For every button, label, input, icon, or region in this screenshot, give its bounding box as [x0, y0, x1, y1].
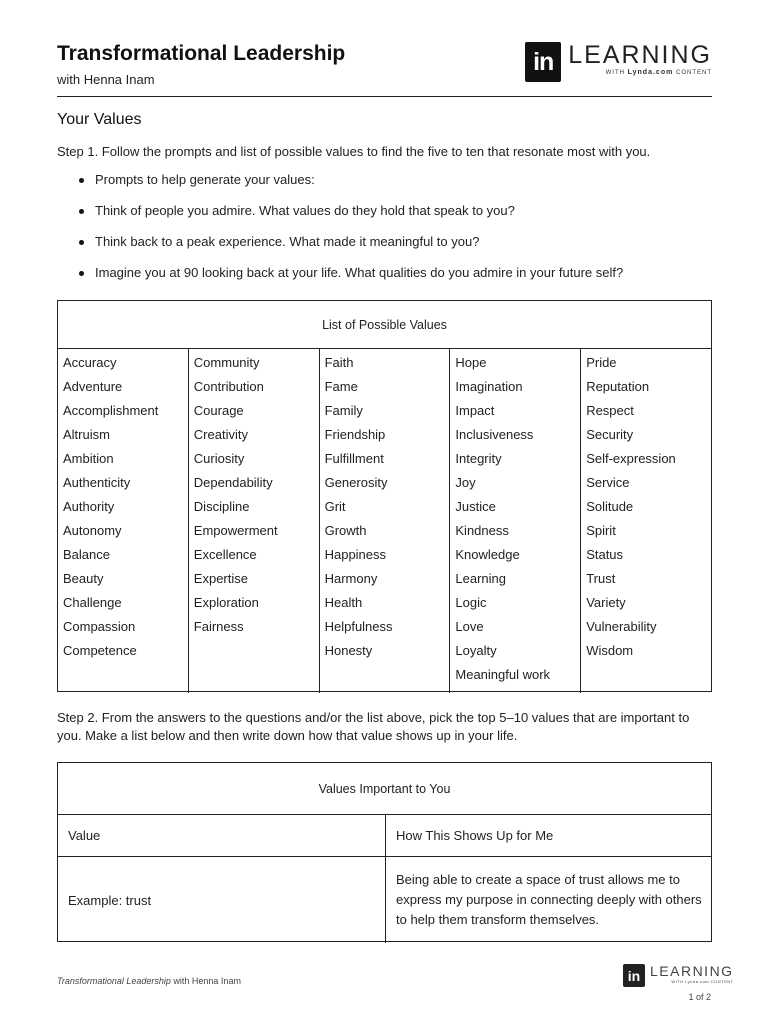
value-item: Happiness	[324, 547, 387, 562]
value-item: Status	[586, 547, 624, 562]
value-item: Empowerment	[193, 523, 278, 538]
table-title: List of Possible Values	[58, 301, 711, 349]
footer-logo-learning-text: LEARNING	[650, 963, 734, 979]
values-column	[58, 349, 189, 693]
value-item: Vulnerability	[586, 619, 657, 634]
logo-learning-text: LEARNING	[568, 41, 712, 69]
value-column-header: Value	[58, 815, 386, 856]
section-title: Your Values	[57, 111, 142, 128]
values-column	[581, 349, 711, 693]
linkedin-in-icon: in	[525, 42, 561, 82]
value-item: Solitude	[586, 499, 634, 514]
value-item: Courage	[193, 403, 244, 418]
value-item: Variety	[586, 595, 626, 610]
value-item: Faith	[324, 355, 354, 370]
value-item: Honesty	[324, 643, 373, 658]
value-item: Meaningful work	[455, 667, 551, 682]
logo-with-lynda-text: WITH Lynda.com CONTENT	[605, 69, 712, 76]
value-item: Imagination	[455, 379, 523, 394]
value-item: Contribution	[193, 379, 264, 394]
value-item: Creativity	[193, 427, 248, 442]
linkedin-learning-logo	[525, 42, 712, 84]
value-item: Expertise	[193, 571, 248, 586]
table-header-row	[58, 815, 711, 857]
value-item: Accuracy	[63, 355, 117, 370]
value-item: Excellence	[193, 547, 257, 562]
values-column	[450, 349, 581, 693]
step1-instructions: Step 1. Follow the prompts and list of possible values to find the five to ten that resonate most with you.	[57, 144, 651, 159]
value-item: Self-expression	[586, 451, 676, 466]
value-item: Inclusiveness	[455, 427, 534, 442]
value-item: Autonomy	[63, 523, 122, 538]
value-item: Integrity	[455, 451, 502, 466]
value-item: Spirit	[586, 523, 616, 538]
value-item: Impact	[455, 403, 495, 418]
value-item: Service	[586, 475, 630, 490]
values-column	[189, 349, 320, 693]
value-item: Authenticity	[63, 475, 131, 490]
value-item: Community	[193, 355, 260, 370]
value-item: Fulfillment	[324, 451, 384, 466]
value-item: Reputation	[586, 379, 650, 394]
shows-up-column-header: How This Shows Up for Me	[396, 828, 554, 843]
step2-instructions: Step 2. From the answers to the questions and/or the list above, pick the top 5–10 values that are important to you. Make a list below and then write down how that value shows up in your life.	[57, 710, 690, 743]
value-item: Friendship	[324, 427, 386, 442]
value-item: Grit	[324, 499, 346, 514]
value-item: Fame	[324, 379, 358, 394]
value-item: Generosity	[324, 475, 388, 490]
document-header	[57, 42, 712, 97]
value-item: Loyalty	[455, 643, 497, 658]
footer-course-title: Transformational Leadership with Henna Inam	[57, 976, 241, 986]
value-item: Joy	[455, 475, 476, 490]
document-subtitle: with Henna Inam	[57, 72, 155, 87]
value-item: Knowledge	[455, 547, 520, 562]
footer-logo-with-text: WITH Lynda.com CONTENT	[671, 979, 734, 984]
value-item: Dependability	[193, 475, 273, 490]
value-item: Harmony	[324, 571, 378, 586]
document-title: Transformational Leadership	[57, 42, 346, 65]
value-item: Adventure	[63, 379, 123, 394]
value-item: Kindness	[455, 523, 509, 538]
prompt-list	[77, 172, 623, 296]
value-item: Altruism	[63, 427, 110, 442]
value-item: Beauty	[63, 571, 104, 586]
possible-values-table	[57, 300, 712, 692]
value-item: Competence	[63, 643, 137, 658]
example-value-cell: Example: trust	[58, 857, 386, 943]
list-item: Think of people you admire. What values do they hold that speak to you?	[77, 203, 623, 234]
page-number: 1 of 2	[688, 992, 711, 1002]
value-item: Learning	[455, 571, 506, 586]
list-item: Prompts to help generate your values:	[77, 172, 623, 203]
value-item: Wisdom	[586, 643, 634, 658]
important-values-table	[57, 762, 712, 942]
value-item: Hope	[455, 355, 487, 370]
list-item: Think back to a peak experience. What made it meaningful to you?	[77, 234, 623, 265]
values-columns	[58, 349, 711, 693]
values-column	[320, 349, 451, 693]
value-item: Family	[324, 403, 363, 418]
value-item: Trust	[586, 571, 616, 586]
footer-linkedin-learning-logo	[623, 964, 734, 987]
value-item: Compassion	[63, 619, 136, 634]
value-item: Security	[586, 427, 634, 442]
value-item: Fairness	[193, 619, 244, 634]
value-item: Ambition	[63, 451, 114, 466]
table-title: Values Important to You	[58, 763, 711, 815]
value-item: Discipline	[193, 499, 250, 514]
value-item: Growth	[324, 523, 367, 538]
value-item: Justice	[455, 499, 496, 514]
value-item: Logic	[455, 595, 487, 610]
value-item: Accomplishment	[63, 403, 159, 418]
value-item: Balance	[63, 547, 110, 562]
value-item: Health	[324, 595, 363, 610]
value-item: Respect	[586, 403, 634, 418]
example-text-cell: Being able to create a space of trust allows me to express my purpose in connecting deeply with others to help them transform themselves.	[396, 872, 702, 927]
table-row	[58, 857, 711, 943]
value-item: Love	[455, 619, 484, 634]
value-item: Pride	[586, 355, 617, 370]
value-item: Helpfulness	[324, 619, 393, 634]
list-item: Imagine you at 90 looking back at your life. What qualities do you admire in your future self?	[77, 265, 623, 296]
linkedin-in-icon: in	[623, 964, 645, 987]
value-item: Challenge	[63, 595, 122, 610]
value-item: Curiosity	[193, 451, 245, 466]
value-item: Authority	[63, 499, 115, 514]
value-item: Exploration	[193, 595, 259, 610]
